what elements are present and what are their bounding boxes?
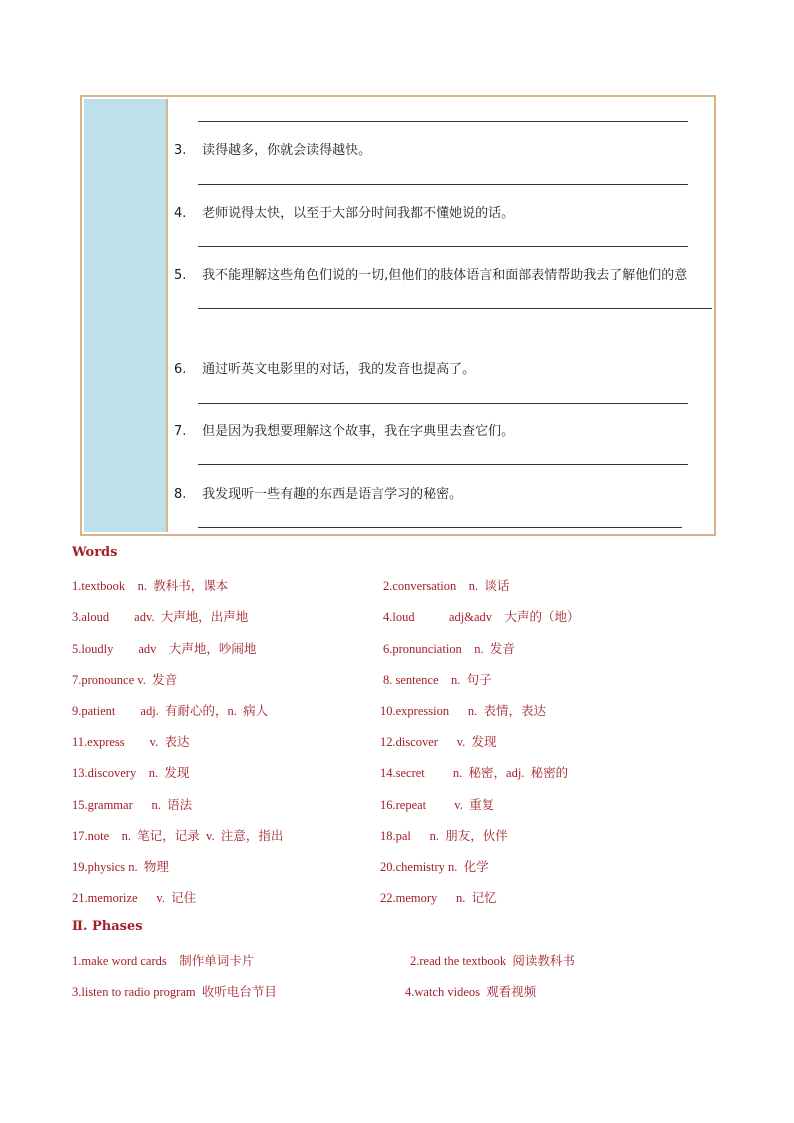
word-entry: 4.loud adj&adv 大声的（地） — [383, 610, 580, 624]
words-title: Words — [72, 545, 118, 560]
word-entry: 9.patient adj. 有耐心的，n. 病人 — [72, 704, 269, 718]
item-number: 6. — [174, 362, 187, 377]
word-entry: 18.pal n. 朋友，伙伴 — [380, 829, 508, 843]
word-entry: 7.pronounce v. 发音 — [72, 673, 178, 687]
exercise-item — [174, 264, 687, 283]
phrase-entry: 3.listen to radio program 收听电台节目 — [72, 985, 277, 999]
exercise-item — [174, 358, 475, 377]
item-number: 3. — [174, 143, 187, 158]
item-text: 通过听英文电影里的对话，我的发音也提高了。 — [202, 362, 476, 377]
item-number: 8. — [174, 487, 187, 502]
word-entry: 12.discover v. 发现 — [380, 735, 497, 749]
table-content-cell — [168, 99, 712, 532]
word-entry: 8. sentence n. 句子 — [383, 673, 492, 687]
answer-line[interactable] — [198, 464, 688, 465]
word-entry: 15.grammar n. 语法 — [72, 798, 193, 812]
word-entry: 19.physics n. 物理 — [72, 860, 169, 874]
word-entry: 22.memory n. 记忆 — [380, 891, 497, 905]
word-entry: 11.express v. 表达 — [72, 735, 190, 749]
answer-line[interactable] — [198, 121, 688, 122]
item-text: 我不能理解这些角色们说的一切,但他们的肢体语言和面部表情帮助我去了解他们的意 — [202, 268, 688, 283]
word-entry: 13.discovery n. 发现 — [72, 766, 190, 780]
item-text: 我发现听一些有趣的东西是语言学习的秘密。 — [202, 487, 463, 502]
word-entry: 2.conversation n. 谈话 — [383, 579, 510, 593]
answer-line[interactable] — [198, 246, 688, 247]
phrase-entry: 1.make word cards 制作单词卡片 — [72, 954, 255, 968]
table-label-cell — [84, 99, 168, 532]
item-text: 老师说得太快，以至于大部分时间我都不懂她说的话。 — [202, 206, 515, 221]
word-entry: 17.note n. 笔记，记录 v. 注意，指出 — [72, 829, 284, 843]
word-entry: 16.repeat v. 重复 — [380, 798, 495, 812]
item-number: 7. — [174, 424, 187, 439]
word-entry: 5.loudly adv 大声地，吵闹地 — [72, 642, 257, 656]
answer-line[interactable] — [198, 308, 712, 309]
word-entry: 6.pronunciation n. 发音 — [383, 642, 515, 656]
exercise-item — [174, 139, 371, 158]
exercise-item — [174, 420, 514, 439]
word-entry: 3.aloud adv. 大声地，出声地 — [72, 610, 249, 624]
word-entry: 21.memorize v. 记住 — [72, 891, 197, 905]
phrase-entry: 4.watch videos 观看视频 — [405, 985, 537, 999]
item-number: 5. — [174, 268, 187, 283]
item-text: 读得越多，你就会读得越快。 — [202, 143, 372, 158]
exercise-item — [174, 202, 514, 221]
word-entry: 10.expression n. 表情，表达 — [380, 704, 546, 718]
exercise-item — [174, 483, 462, 502]
word-entry: 1.textbook n. 教科书，课本 — [72, 579, 229, 593]
word-entry: 20.chemistry n. 化学 — [380, 860, 489, 874]
phases-title: Ⅱ. Phases — [72, 919, 143, 934]
translation-exercise-table — [80, 95, 716, 536]
item-number: 4. — [174, 206, 187, 221]
answer-line[interactable] — [198, 184, 688, 185]
phrase-entry: 2.read the textbook 阅读教科书 — [410, 954, 575, 968]
answer-line[interactable] — [198, 527, 682, 528]
word-entry: 14.secret n. 秘密，adj. 秘密的 — [380, 766, 569, 780]
item-text: 但是因为我想要理解这个故事，我在字典里去查它们。 — [202, 424, 515, 439]
answer-line[interactable] — [198, 403, 688, 404]
